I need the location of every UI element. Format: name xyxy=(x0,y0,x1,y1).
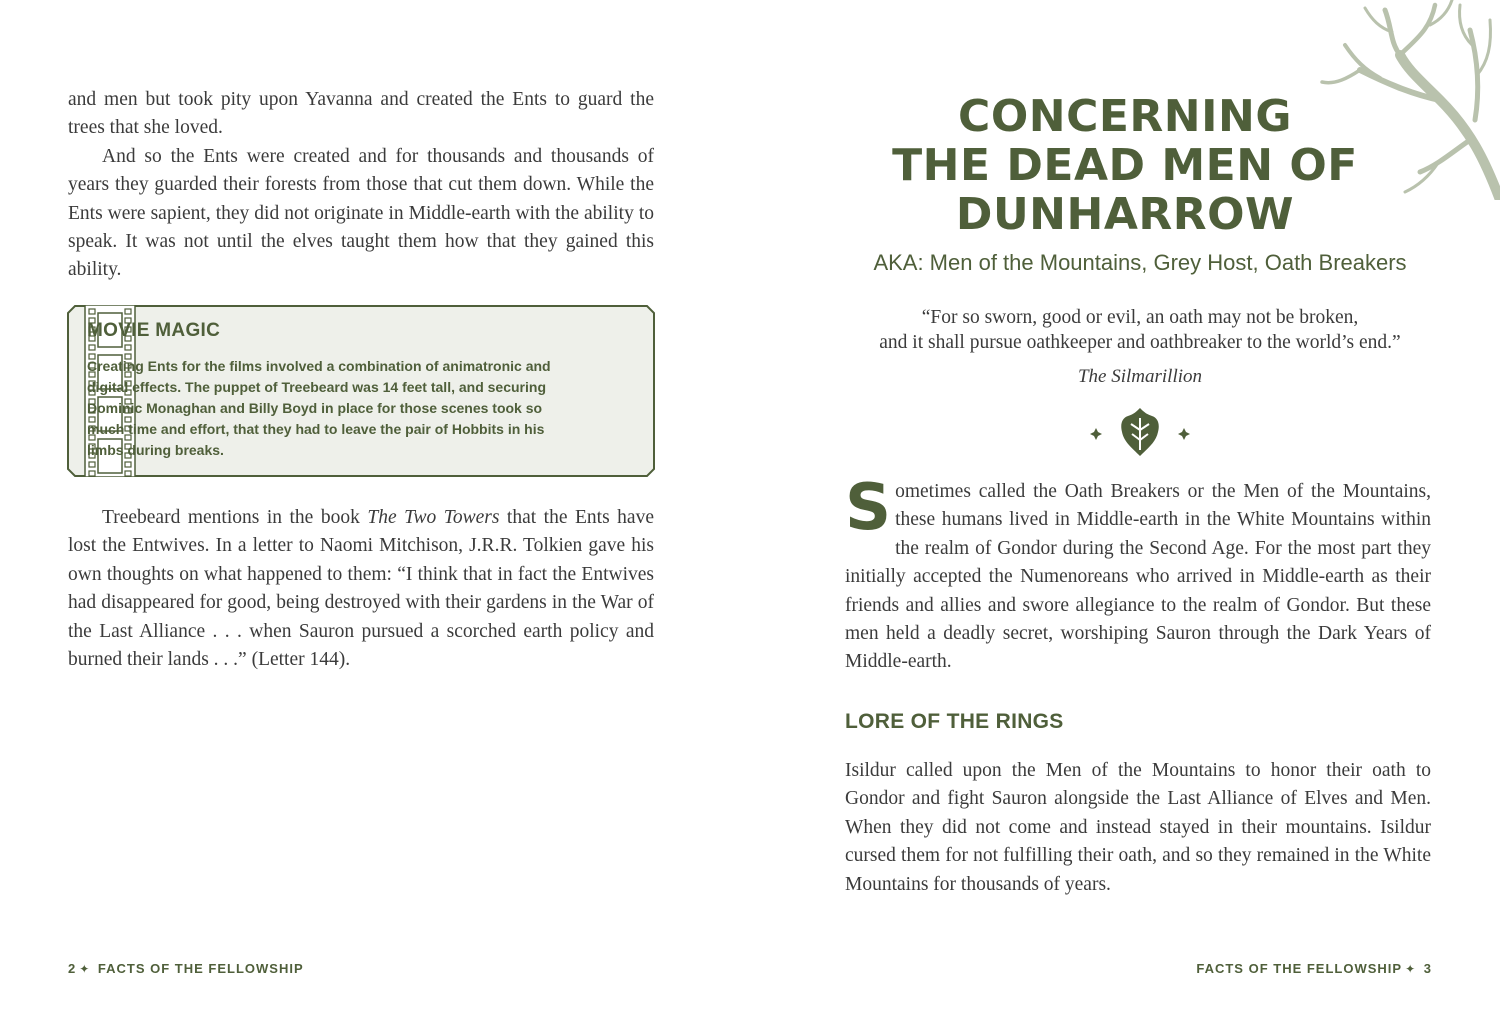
aka-subtitle: AKA: Men of the Mountains, Grey Host, Oath Breakers xyxy=(873,250,1407,275)
star-icon: ✦ xyxy=(1405,962,1417,976)
sprocket-hole xyxy=(89,471,95,476)
sprocket-hole xyxy=(125,462,131,467)
left-paragraph-3 xyxy=(68,504,654,674)
sprocket-hole xyxy=(125,345,131,350)
right-paragraph-1 xyxy=(845,471,1431,677)
sidebar-title: MOVIE MAGIC xyxy=(87,320,221,341)
sprocket-hole xyxy=(125,309,131,314)
chapter-title-line-3: DUNHARROW xyxy=(955,189,1295,240)
epigraph-source: The Silmarillion xyxy=(1077,366,1203,387)
chapter-title-line-1: CONCERNING xyxy=(958,91,1292,142)
sprocket-hole xyxy=(89,309,95,314)
epigraph-line-1: “For so sworn, good or evil, an oath may not be broken, xyxy=(921,307,1359,328)
star-icon: ✦ xyxy=(79,962,91,976)
leaf-ornament-icon xyxy=(1084,404,1196,460)
chapter-title-line-2: THE DEAD MEN OF xyxy=(892,140,1358,191)
page-number: 2 xyxy=(68,961,77,976)
right-text-block-2 xyxy=(845,757,1431,899)
paragraph-3-rest: that the Ents have lost the Entwives. In a letter to Naomi Mitchison, J.R.R. Tolkien gave his own thoughts on what happened to them: “I think that in fact the Entwives had disappeared for good, being destroyed with their gardens in the War of the Last Alliance . . . when Sauron pursued a scorched earth policy and burned their lands . . .” (Letter 144). xyxy=(68,507,654,671)
running-footer: FACTS OF THE FELLOWSHIP xyxy=(1196,961,1403,976)
paragraph-3-start: Treebeard mentions in the book xyxy=(102,507,368,528)
sprocket-hole xyxy=(125,471,131,476)
sprocket-hole xyxy=(89,462,95,467)
left-paragraph-1: and men but took pity upon Yavanna and created the Ents to guard the trees that she loved. xyxy=(68,89,654,139)
page-number: 3 xyxy=(1423,961,1432,976)
left-text-block-2 xyxy=(68,504,654,674)
left-folio xyxy=(68,961,304,976)
right-page xyxy=(750,0,1500,1023)
lore-subheading: LORE OF THE RINGS xyxy=(845,710,1064,733)
book-title-italic: The Two Towers xyxy=(367,507,500,528)
epigraph xyxy=(750,305,1500,355)
running-footer: FACTS OF THE FELLOWSHIP xyxy=(97,961,304,976)
left-paragraph-2: And so the Ents were created and for thousands and thousands of years they guarded their forests from those that cut them down. While the Ents were sapient, they did not originate in Middle-earth with the ability to speak. It was not until the elves taught them how that they gained this ability. xyxy=(68,145,654,281)
chapter-title xyxy=(750,92,1500,239)
left-text-block-1 xyxy=(68,86,654,285)
right-text-block-1 xyxy=(845,471,1431,677)
epigraph-line-2: and it shall pursue oathkeeper and oathbreaker to the world’s end.” xyxy=(879,332,1401,353)
sprocket-hole xyxy=(89,345,95,350)
right-paragraph-2: Isildur called upon the Men of the Mountains to honor their oath to Gondor and fight Sauron alongside the Last Alliance of Elves and Men. When they did not come and instead stayed in their mountains. Isildur cursed them for not fulfilling their oath, and so they remained in the White Mountains for thousands of years. xyxy=(845,760,1431,895)
sidebar-body: Creating Ents for the films involved a combination of animatronic and digital effects. The puppet of Treebeard was 14 feet tall, and securing Dominic Monaghan and Billy Boyd in place for those scenes took so much time and effort, that they had to leave the pair of Hobbits in his limbs during breaks. xyxy=(87,358,551,458)
drop-cap: S xyxy=(845,471,892,545)
right-paragraph-1-text: ometimes called the Oath Breakers or the Men of the Mountains, these humans lived in Middle-earth in the White Mountains within the realm of Gondor during the Second Age. For the most part they initially accepted the Numenoreans who arrived in Middle-earth as their friends and allies and swore allegiance to the realm of Gondor. But these men held a deadly secret, worshiping Sauron through the Dark Years of Middle-earth. xyxy=(845,481,1431,673)
right-folio xyxy=(1196,961,1432,976)
